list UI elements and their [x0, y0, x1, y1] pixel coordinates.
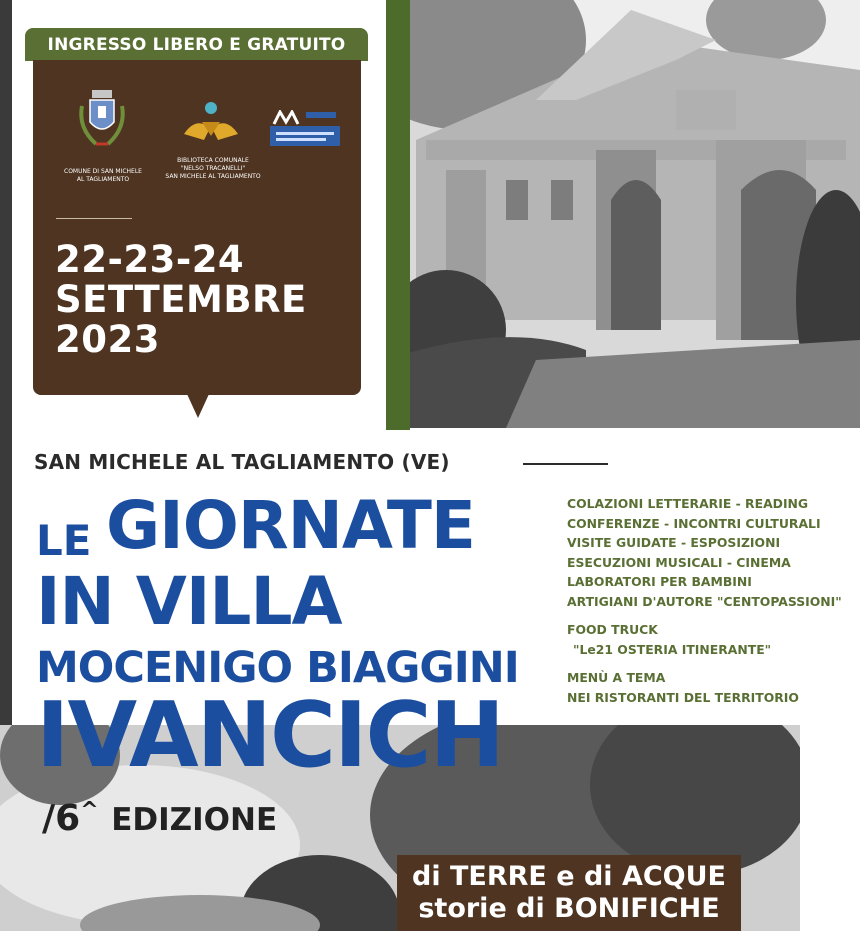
program-list: [567, 494, 857, 707]
free-entry-banner: INGRESSO LIBERO E GRATUITO: [25, 28, 368, 61]
program-item: COLAZIONI LETTERARIE - READING: [567, 496, 809, 511]
event-days: 22-23-24: [55, 238, 245, 281]
menu-item: MENÙ A TEMA: [567, 670, 666, 685]
comune-label: COMUNE DI SAN MICHELE AL TAGLIAMENTO: [64, 168, 142, 183]
green-accent-bar: [386, 0, 410, 430]
title-prefix: LE: [36, 516, 92, 565]
menu-item: NEI RISTORANTI DEL TERRITORIO: [567, 689, 799, 705]
biblioteca-label: BIBLIOTECA COMUNALE "NELSO TRACANELLI" SAN MICHELE AL TAGLIAMENTO: [165, 157, 261, 180]
program-item: ARTIGIANI D'AUTORE "CENTOPASSIONI": [567, 593, 842, 609]
event-month: SETTEMBRE: [55, 278, 307, 321]
title-line2: IN VILLA: [36, 563, 342, 640]
program-item: CONFERENZE - INCONTRI CULTURALI: [567, 515, 821, 531]
event-location: SAN MICHELE AL TAGLIAMENTO (VE): [34, 450, 450, 474]
title-line4: IVANCICH: [36, 683, 503, 788]
comune-crest-icon: [76, 88, 128, 152]
program-item: VISITE GUIDATE - ESPOSIZIONI: [567, 535, 781, 550]
card-pointer: [187, 394, 209, 418]
card-divider: [56, 218, 132, 219]
location-rule: [523, 463, 608, 465]
food-item: FOOD TRUCK: [567, 622, 658, 637]
program-item: LABORATORI PER BAMBINI: [567, 574, 752, 589]
theme-box: [397, 855, 741, 931]
food-item: "Le21 OSTERIA ITINERANTE": [573, 641, 772, 657]
edition-label: /6^ EDIZIONE: [42, 798, 278, 839]
program-item: ESECUZIONI MUSICALI - CINEMA: [567, 554, 791, 570]
villa-photo: [386, 0, 860, 428]
partner-logo-icon: [270, 110, 340, 146]
event-year: 2023: [55, 318, 160, 361]
theme-line2: storie di BONIFICHE: [418, 893, 720, 924]
title-line1: GIORNATE: [106, 487, 475, 564]
theme-line1: di TERRE e di ACQUE: [412, 861, 726, 892]
biblioteca-logo-icon: [180, 100, 242, 146]
title-line3: MOCENIGO BIAGGINI: [36, 643, 519, 693]
